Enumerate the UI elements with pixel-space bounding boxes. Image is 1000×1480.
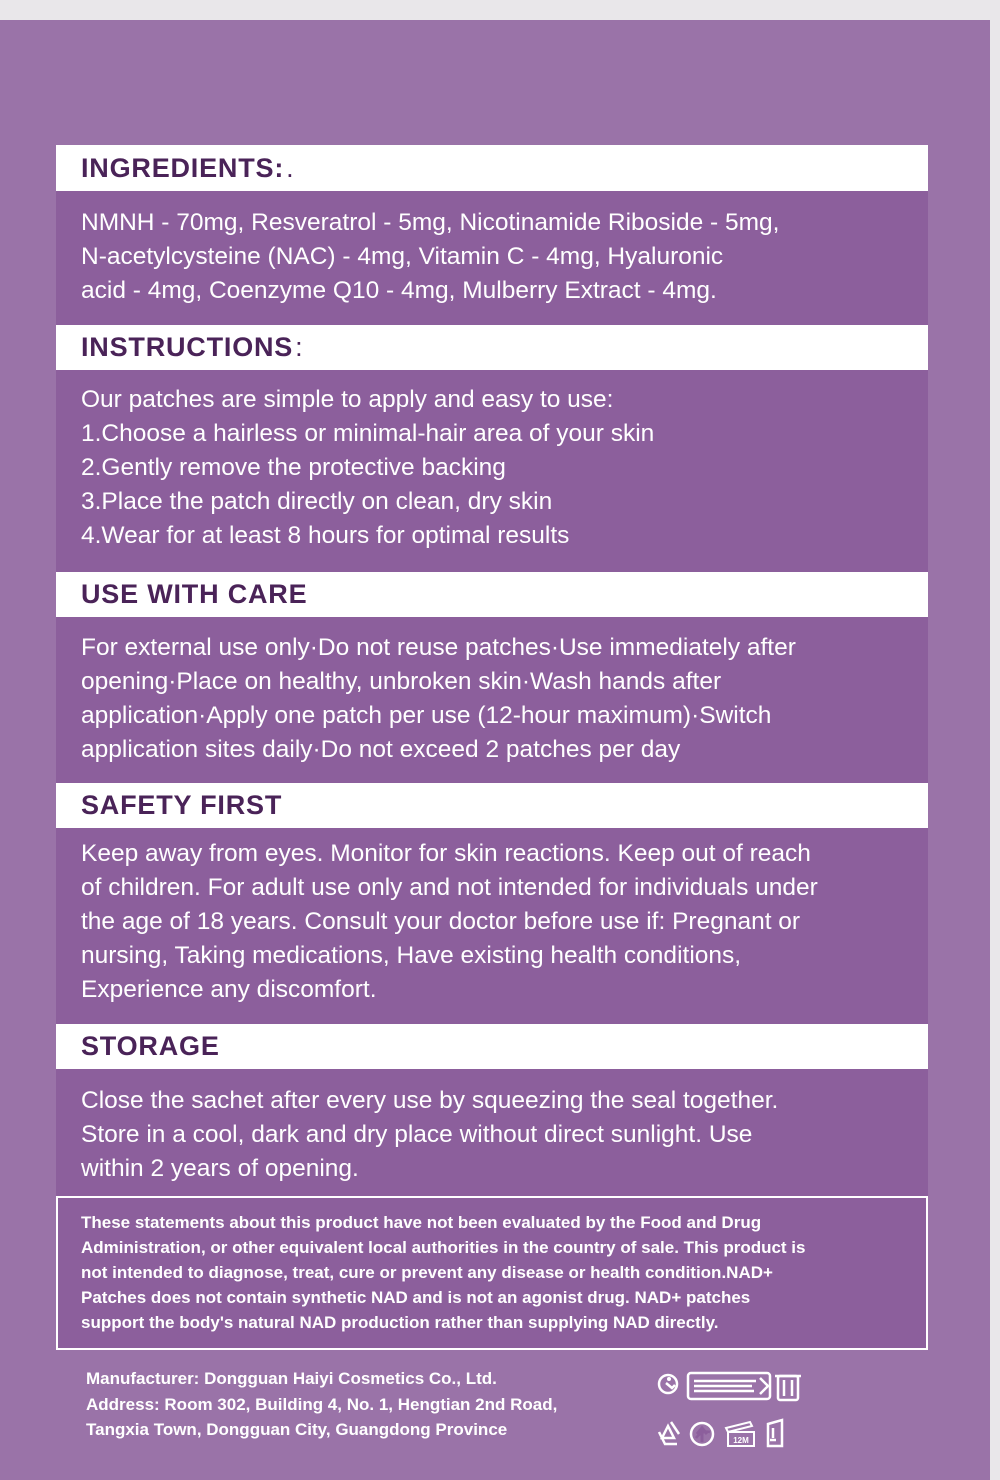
storage-body [56,1069,928,1196]
storage-line: Store in a cool, dark and dry place without direct sunlight. Use [81,1121,753,1148]
manufacturer-address: Address: Room 302, Building 4, No. 1, Hengtian 2nd Road, [86,1394,558,1414]
tidyman-icon [659,1375,677,1393]
disclaimer-line: Patches does not contain synthetic NAD and is not an agonist drug. NAD+ patches [81,1288,751,1307]
safety-first-body [56,828,928,1024]
disclaimer-line: not intended to diagnose, treat, cure or prevent any disease or health condition.NAD+ [81,1263,773,1282]
safety-first-heading [56,783,928,828]
disclaimer-line: support the body's natural NAD production rather than supplying NAD directly. [81,1313,719,1332]
storage-title: STORAGE [81,1031,220,1061]
manufacturer-info [86,1366,557,1443]
ingredients-line: N-acetylcysteine (NAC) - 4mg, Vitamin C - 4mg, Hyaluronic [81,243,724,270]
pao-label: 12M [733,1436,749,1445]
safety-first-line: nursing, Taking medications, Have existing health conditions, [81,942,742,969]
instructions-title: INSTRUCTIONS [81,332,294,362]
instructions-body [56,370,928,572]
instructions-step: 1.Choose a hairless or minimal-hair area of your skin [81,420,655,447]
ingredients-title: INGREDIENTS: [81,152,285,183]
ingredients-line: acid - 4mg, Coenzyme Q10 - 4mg, Mulberry Extract - 4mg. [81,277,717,304]
storage-line: Close the sachet after every use by squeezing the seal together. [81,1087,779,1114]
instructions-step: 4.Wear for at least 8 hours for optimal results [81,522,570,549]
refresh-icon [691,1423,713,1445]
ingredients-line: NMNH - 70mg, Resveratrol - 5mg, Nicotinamide Riboside - 5mg, [81,209,780,236]
bin-icon [688,1373,801,1400]
safety-first-line: Keep away from eyes. Monitor for skin reactions. Keep out of reach [81,840,811,867]
pao-jar-icon [726,1422,754,1446]
use-with-care-title: USE WITH CARE [81,579,308,609]
use-with-care-line: opening·Place on healthy, unbroken skin·Wash hands after [81,668,722,695]
ingredients-body [56,191,928,325]
instructions-line: Our patches are simple to apply and easy to use: [81,386,614,413]
safety-first-title: SAFETY FIRST [81,790,283,820]
instructions-title-punct: : [295,332,304,362]
use-with-care-line: For external use only·Do not reuse patches·Use immediately after [81,634,796,661]
recycle-icon [659,1422,679,1444]
manufacturer-name: Manufacturer: Dongguan Haiyi Cosmetics Co., Ltd. [86,1369,497,1388]
disclaimer-line: These statements about this product have not been evaluated by the Food and Drug [81,1213,762,1232]
safety-first-line: of children. For adult use only and not intended for individuals under [81,874,818,901]
storage-line: within 2 years of opening. [81,1155,359,1182]
ingredients-heading [56,145,928,191]
instruction-book-icon [768,1420,782,1446]
packaging-symbols [656,1368,816,1450]
instructions-heading [56,325,928,370]
instructions-step: 2.Gently remove the protective backing [81,454,506,481]
use-with-care-heading [56,572,928,617]
instructions-step: 3.Place the patch directly on clean, dry skin [81,488,553,515]
use-with-care-line: application·Apply one patch per use (12-hour maximum)·Switch [81,702,772,729]
ingredients-title-punct: . [286,152,295,183]
fda-disclaimer [56,1196,928,1350]
storage-heading [56,1024,928,1069]
disclaimer-line: Administration, or other equivalent local authorities in the country of sale. This product is [81,1238,806,1257]
use-with-care-body [56,617,928,783]
manufacturer-address: Tangxia Town, Dongguan City, Guangdong Province [86,1420,508,1439]
use-with-care-line: application sites daily·Do not exceed 2 patches per day [81,736,681,763]
safety-first-line: the age of 18 years. Consult your doctor before use if: Pregnant or [81,908,801,935]
safety-first-line: Experience any discomfort. [81,976,377,1003]
